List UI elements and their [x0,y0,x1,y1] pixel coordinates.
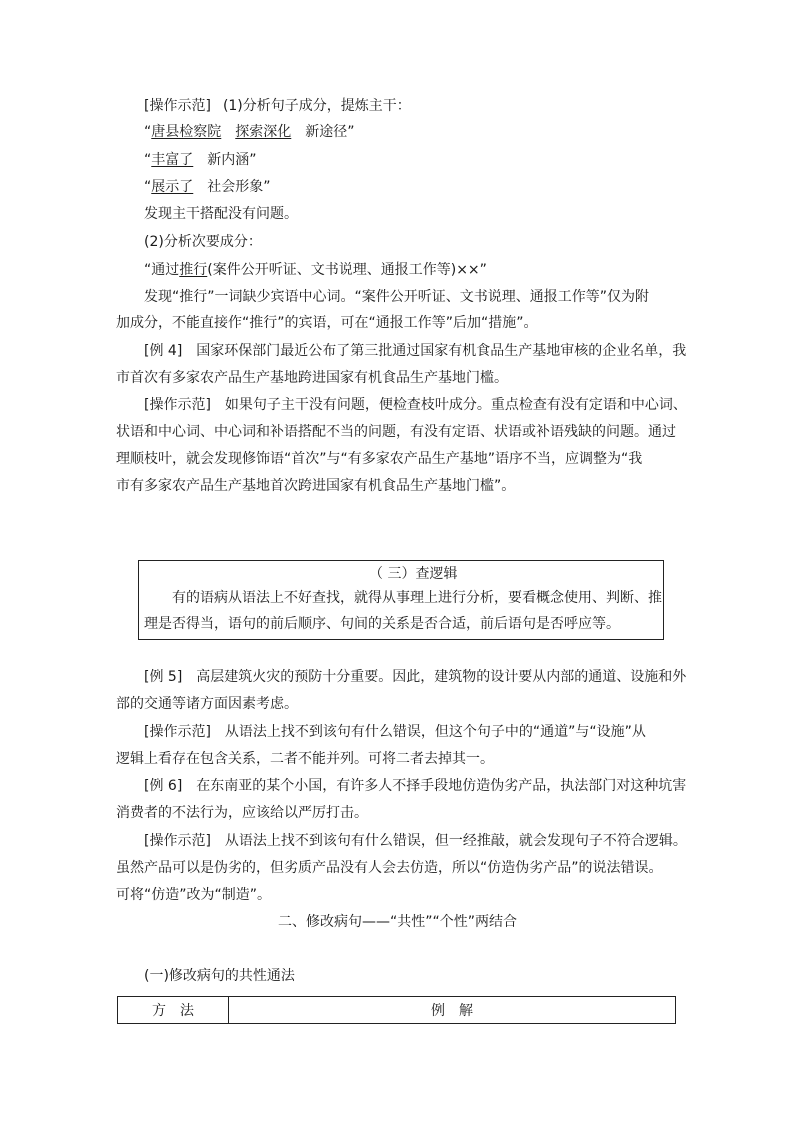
op6-line-1: [操作示范] 从语法上找不到该句有什么错误，但一经推敲，就会发现句子不符合逻辑。 [144,833,687,849]
trunk-line-3: “展示了 社会形象” [144,179,271,195]
subheading-common-methods: (一)修改病句的共性通法 [144,968,295,984]
example6-line-1: [例 6] 在东南亚的某个小国，有许多人不择手段地仿造伪劣产品，执法部门对这种坑害 [144,778,687,794]
box-line-2: 理是否得当，语句的前后顺序、句间的关系是否合适，前后语句是否呼应等。 [144,616,620,632]
op6-line-3: 可将“仿造”改为“制造”。 [116,887,272,903]
step1-text: (1)分析句子成分，提炼主干： [222,98,411,114]
example5-line-2: 部的交通等诸方面因素考虑。 [116,696,298,712]
step2-text: (2)分析次要成分： [144,234,262,250]
example5-line-1: [例 5] 高层建筑火灾的预防十分重要。因此，建筑物的设计要从内部的通道、设施和外 [144,669,687,685]
op-demo-label: [操作示范] [144,98,211,114]
secondary-line: “通过推行(案件公开听证、文书说理、通报工作等)××” [144,262,487,278]
op4-line-2: 状语和中心词、中心词和补语搭配不当的问题，有没有定语、状语或补语残缺的问题。通过 [116,424,676,440]
example6-line-2: 消费者的不法行为，应该给以严厉打击。 [116,805,368,821]
example4-line-2: 市首次有多家农产品生产基地跨进国家有机食品生产基地门槛。 [116,370,508,386]
trunk-line-2: “丰富了 新内涵” [144,152,257,168]
analysis-para-line-2: 加成分，不能直接作“推行”的宾语，可在“通报工作等”后加“措施”。 [116,315,538,331]
methods-table [117,996,676,1024]
op5-line-2: 逻辑上看存在包含关系，二者不能并列。可将二者去掉其一。 [116,751,494,767]
trunk2-object: 新内涵 [207,152,250,168]
trunk1-object: 新途径 [305,124,348,140]
op-demo-line [144,96,411,116]
op4-line-4: 市有多家农产品生产基地首次跨进国家有机食品生产基地门槛”。 [116,478,516,494]
trunk3-predicate: 展示了 [151,179,194,195]
trunk1-predicate: 探索深化 [235,124,292,140]
box-title: （ 三）查逻辑 [369,566,458,582]
trunk2-predicate: 丰富了 [151,152,194,168]
table-header-row [118,997,676,1024]
trunk-line-1: “唐县检察院 探索深化 新途径” [144,124,355,140]
found-text: 发现主干搭配没有问题。 [144,206,298,222]
box-line-1: 有的语病从语法上不好查找，就得从事理上进行分析，要看概念使用、判断、推 [172,590,662,606]
op4-line-3: 理顺枝叶，就会发现修饰语“首次”与“有多家农产品生产基地”语序不当，应调整为“我 [116,451,643,467]
example4-line-1: [例 4] 国家环保部门最近公布了第三批通过国家有机食品生产基地审核的企业名单，我 [144,343,687,359]
op6-line-2: 虽然产品可以是伪劣的，但劣质产品没有人会去仿造，所以“仿造伪劣产品”的说法错误。 [116,860,663,876]
trunk1-subject: 唐县检察院 [151,124,222,140]
logic-check-box [138,560,664,640]
trunk3-object: 社会形象 [207,179,264,195]
op5-line-1: [操作示范] 从语法上找不到该句有什么错误，但这个句子中的“通道”与“设施”从 [144,724,646,740]
table-header-example: 例 解 [229,997,676,1024]
analysis-para-line-1: 发现“推行”一词缺少宾语中心词。“案件公开听证、文书说理、通报工作等”仅为附 [144,289,650,305]
section-heading-2: 二、修改病句——“共性”“个性”两结合 [278,914,518,930]
op4-line-1: [操作示范] 如果句子主干没有问题，便检查枝叶成分。重点检查有没有定语和中心词、 [144,397,687,413]
table-header-method: 方 法 [118,997,229,1024]
secondary-verb: 推行 [179,262,208,278]
